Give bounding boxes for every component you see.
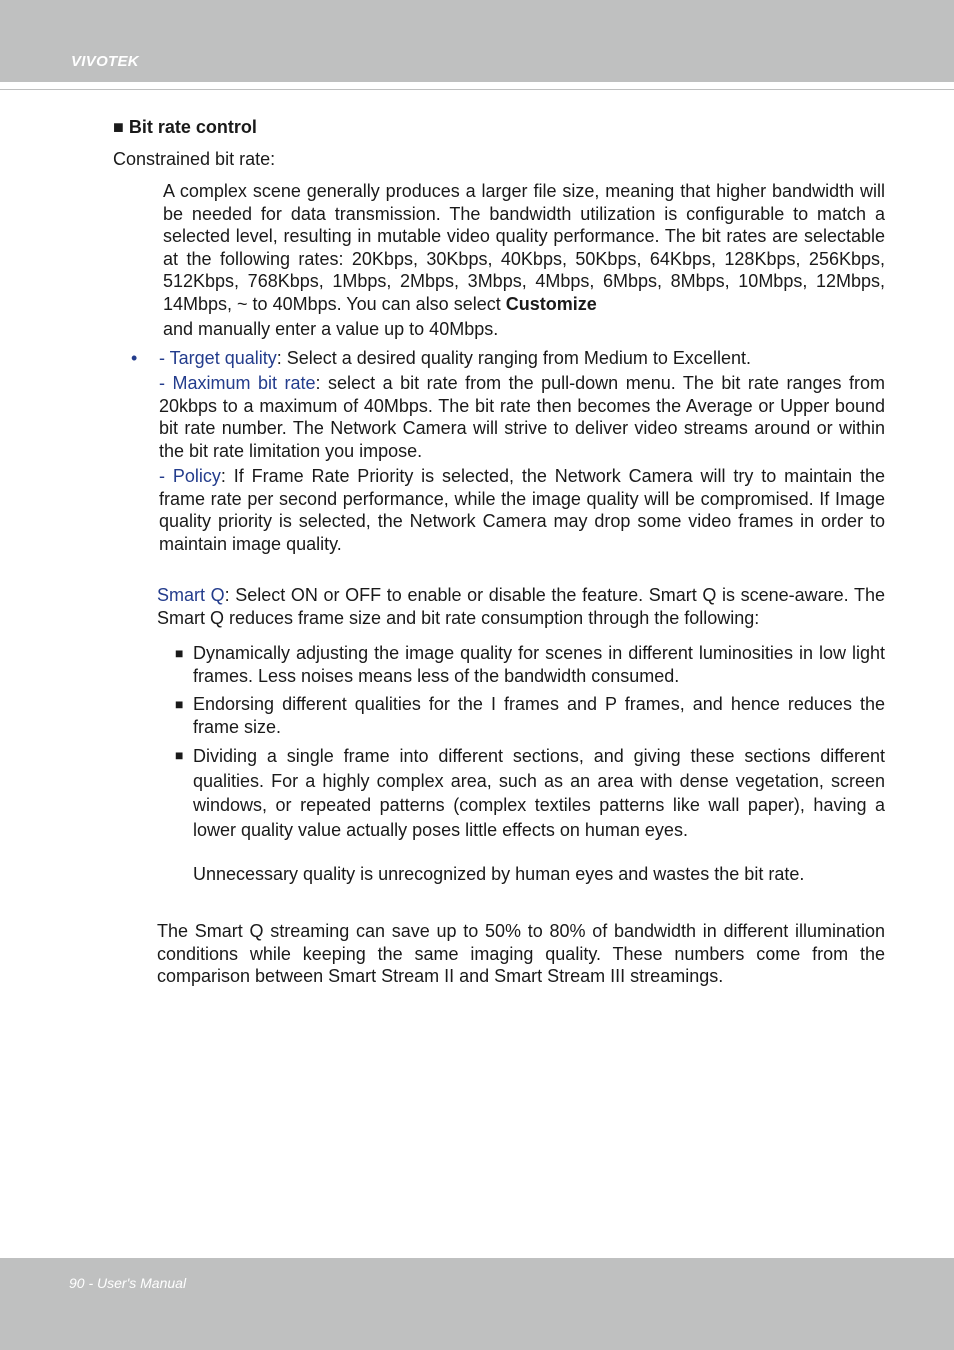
section-subheading: Constrained bit rate: (113, 149, 276, 169)
square-bullet-icon: ■ (175, 747, 184, 763)
policy-text: : If Frame Rate Priority is selected, the Network Camera will try to maintain the frame rate per second performance, while the image quality will be compromised. If Image quality priority is selected, the Network Camera may drop some video frames in order to maintain image quality. (159, 466, 885, 554)
max-bitrate-item (159, 372, 885, 462)
max-bitrate-text: : select a bit rate from the pull-down menu. The bit rate ranges from 20kbps to a maximum of 40Mbps. The bit rate then becomes the Average or Upper bound bit rate number. The Network Camera will strive to deliver video streams around or within the bit rate limitation you impose. (159, 373, 885, 461)
smartq-intro-text: : Select ON or OFF to enable or disable the feature. Smart Q is scene-aware. The Smart Q reduces frame size and bit rate consumption through the following: (157, 585, 885, 628)
footer-band (0, 1258, 954, 1350)
header-band (0, 0, 954, 82)
square-bullet-icon: ■ (175, 696, 184, 712)
smartq-item-3: Dividing a single frame into different sections, and giving these sections different qualities. For a highly complex area, such as an area with dense vegetation, screen windows, or repeated patterns (complex textiles patterns like wall paper), having a lower quality value actually poses little effects on human eyes. (193, 746, 885, 840)
section-heading-text: Bit rate control (128, 117, 257, 137)
target-quality-term: - Target quality (159, 348, 277, 368)
intro-bold-term: Customize (505, 293, 597, 314)
square-bullet-icon: ■ (175, 645, 184, 661)
policy-item (159, 465, 885, 555)
max-bitrate-term: - Maximum bit rate (159, 373, 316, 393)
brand-logo-text: VIVOTEK (71, 53, 139, 70)
smartq-item-1: Dynamically adjusting the image quality for scenes in different luminosities in low light frames. Less noises means less of the bandwidth consumed. (193, 643, 885, 686)
smartq-term: Smart Q (157, 585, 225, 605)
intro-end: and manually enter a value up to 40Mbps. (163, 319, 499, 339)
page-number-label: 90 - User's Manual (69, 1275, 187, 1291)
bullet-dot-icon: • (131, 348, 138, 368)
intro-text: A complex scene generally produces a larger file size, meaning that higher bandwidth will be needed for data transmission. The bandwidth utilization is configurable to match a selected level, resulting in mutable video quality performance. The bit rates are selectable at the following rates: 20Kbps, 30Kbps, 40Kbps, 50Kbps, 64Kbps, 128Kbps, 256Kbps, 512Kbps, 768Kbps, 1Mbps, 2Mbps, 3Mbps, 4Mbps, 6Mbps, 8Mbps, 10Mbps, 12Mbps, 14Mbps, ~ to 40Mbps. You can also select (163, 181, 885, 314)
policy-term: - Policy (159, 466, 221, 486)
intro-paragraph (163, 180, 885, 316)
target-quality-item (159, 347, 885, 370)
square-bullet-icon: ■ (113, 117, 129, 137)
smartq-summary: The Smart Q streaming can save up to 50% to 80% of bandwidth in different illumination conditions while keeping the same imaging quality. These numbers come from the comparison between Smart Stream II and Smart Stream III streamings. (157, 921, 885, 987)
smartq-note: Unnecessary quality is unrecognized by human eyes and wastes the bit rate. (193, 864, 805, 884)
header-divider (0, 89, 954, 90)
target-quality-text: : Select a desired quality ranging from Medium to Excellent. (276, 348, 751, 368)
smartq-item-2: Endorsing different qualities for the I frames and P frames, and hence reduces the frame size. (193, 694, 885, 737)
smartq-intro (157, 584, 885, 629)
section-heading (113, 116, 257, 139)
